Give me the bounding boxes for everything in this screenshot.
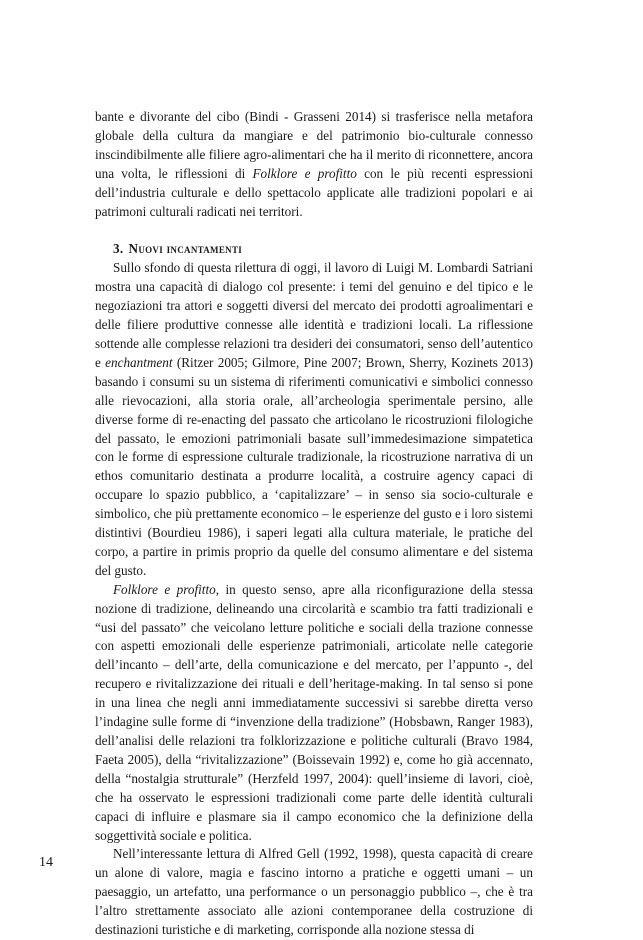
italic-term: enchantment [105, 354, 173, 370]
paragraph-text: Nell’interessante lettura di Alfred Gell (1992, 1998), questa capacità di creare un alone di valore, magia e fascino intorno a pratiche e oggetti umani – un paesaggio, un artefatto, una performance o un personaggio pubblico –, che è tra l’altro strettamente associato alle azioni contemporanee della costruzione di destinazioni turistiche e di marketing, corrisponde alla nozione stessa di [95, 846, 533, 938]
paragraph-text: (Ritzer 2005; Gilmore, Pine 2007; Brown, Sherry, Kozinets 2013) basando i consumi su un sistema di riferimenti comunicativi e simbolici connesso alle rievocazioni, alla storia orale, all’archeologia sperimentale persino, alle diverse forme di re-enacting del passato che articolano le ricostruzioni filologiche del passato, le emozioni patrimoniali basate sull’immedesimazione simpatetica con le forme di espressione culturale tradizionale, la ricostruzione narrativa di un ethos comunitario destinata a produrre località, a costruire agency capaci di occupare lo spazio pubblico, a ‘capitalizzare’ – in senso sia socio-culturale e simbolico, che più prettamente economico – le esperienze del gusto e i loro sistemi distintivi (Bourdieu 1986), i saperi legati alla cultura materiale, le pratiche del corpo, a partire in primis proprio da quelle del consumo alimentare e del sistema del gusto. [95, 354, 533, 578]
page-body [95, 108, 533, 940]
section-heading [95, 240, 533, 259]
book-title: Folklore e profitto [113, 581, 216, 597]
paragraph-text: , in questo senso, apre alla riconfigurazione della stessa nozione di tradizione, delineando una circolarità e scambio tra fatti tradizionali e “usi del passato” che veicolano letture politiche e sociali della trazione connesse con aspetti emozionali delle esperienze patrimoniali, articolate nelle categorie dell’incanto – dell’arte, della comunicazione e del mercato, per l’appunto -, del recupero e rivitalizzazione dei rituali e dell’heritage-making. In tal senso si pone in una linea che negli anni immediatamente successivi si sarebbe diretta verso l’indagine sulle forme di “invenzione della tradizione” (Hobsbawn, Ranger 1983), dell’analisi delle relazioni tra folklorizzazione e politiche culturali (Bravo 1984, Faeta 2005), della “rivitalizzazione” (Boissevain 1992) e, come ho già accennato, della “nostalgia strutturale” (Herzfeld 1997, 2004): quell’insieme di lavori, cioè, che ha osservato le espressioni tradizionali come parte delle identità culturali capaci di influire e plasmare sia il campo economico che la definizione della soggettività sociale e politica. [95, 581, 533, 843]
book-title: Folklore e profitto [252, 165, 357, 181]
section-number: 3. [113, 241, 124, 257]
paragraph-text: Sullo sfondo di questa rilettura di oggi, il lavoro di Luigi M. Lombardi Satriani mostra una capacità di dialogo col presente: i temi del genuino e del tipico e le negoziazioni tra attori e soggetti diversi del mercato dei prodotti agroalimentari e delle filiere produttive connesse alle identità e tradizioni locali. La riflessione sottende alle complesse relazioni tra desideri dei consumatori, senso dell’autentico e [95, 260, 533, 370]
paragraph [95, 259, 533, 580]
section-title: Nuovi incantamenti [128, 241, 243, 257]
paragraph-continuation [95, 108, 533, 221]
paragraph [95, 845, 533, 940]
paragraph-text: con le più recenti espressioni dell’industria culturale e dello spettacolo applicate alle tradizioni popolari e ai patrimoni culturali radicati nei territori. [95, 165, 533, 219]
page-number: 14 [39, 855, 53, 870]
paragraph-text: bante e divorante del cibo (Bindi - Grasseni 2014) si trasferisce nella metafora globale della cultura da mangiare e del patrimonio bio-culturale connesso inscindibilmente alle filiere agro-alimentari che ha il merito di riconnettere, ancora una volta, le riflessioni di [95, 109, 533, 181]
paragraph [95, 581, 533, 846]
